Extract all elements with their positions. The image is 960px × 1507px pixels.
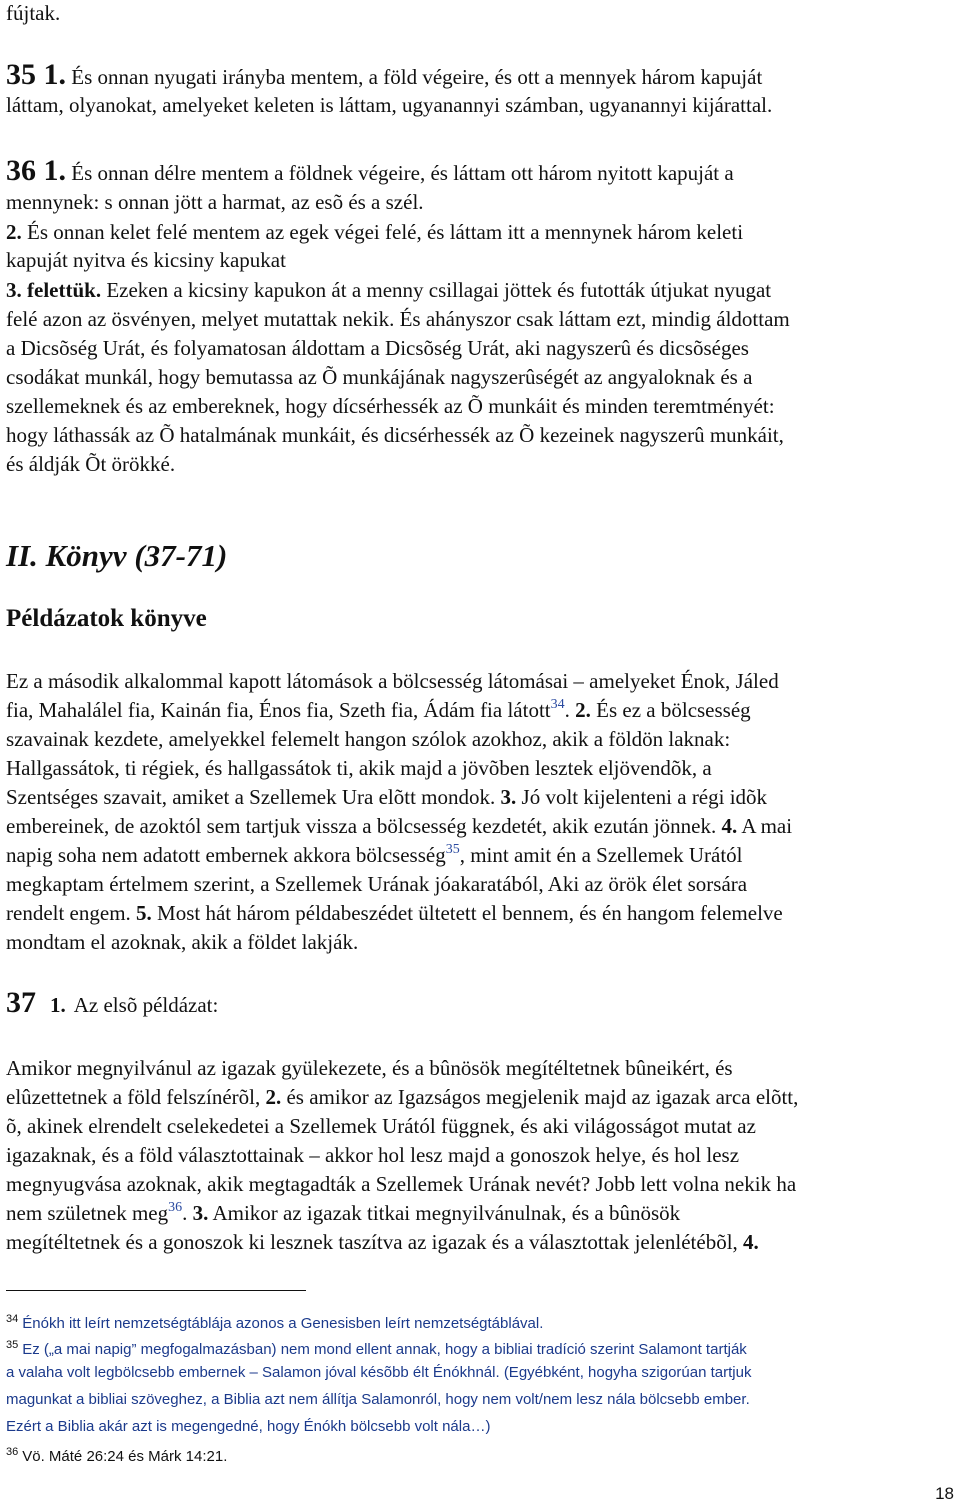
text-line <box>6 697 751 723</box>
text-line: láttam, olyanokat, amelyeket keleten is láttam, ugyanannyi számban, ugyanannyi kijárattal. <box>6 93 773 117</box>
verse-number: 2. <box>265 1085 282 1109</box>
text-span: És ez a bölcsesség <box>590 698 751 722</box>
text-span: fia, Mahalálel fia, Kainán fia, Énos fia, Szeth fia, Ádám fia látott <box>6 698 551 722</box>
text-line <box>6 1084 798 1110</box>
text-span: embereinek, de azoktól sem tartjuk vissza a bölcsesség kezdetét, akik ezután jönnek. <box>6 814 722 838</box>
text-span: . <box>182 1201 193 1225</box>
footnote-ref[interactable]: 35 <box>445 842 460 857</box>
text-line: megkaptam értelmem szerint, a Szellemek Urának jóakaratából, Aki az örök élet sorsára <box>6 872 748 896</box>
text-line <box>6 813 792 839</box>
text-line: mennynek: s onnan jött a harmat, az esõ és a szél. <box>6 190 424 214</box>
footnote-text: Énókh itt leírt nemzetségtáblája azonos a Genesisben leírt nemzetségtáblával. <box>22 1315 544 1332</box>
verse-number: 5. <box>136 901 152 925</box>
footnote-text: Vö. Máté 26:24 és Márk 14:21. <box>22 1448 228 1465</box>
text-line: Amikor megnyilvánul az igazak gyülekezete, és a bûnösök megítéltetnek bûneikért, és <box>6 1056 733 1080</box>
chapter-number: 37 <box>6 986 36 1019</box>
footnote <box>6 1336 747 1359</box>
text-span: És onnan kelet felé mentem az egek végei felé, és láttam itt a mennynek három keleti <box>21 220 744 244</box>
footnote-separator <box>6 1290 306 1291</box>
verse-number: 3. <box>192 1201 209 1225</box>
footnote <box>6 1310 543 1333</box>
text-span: És onnan délre mentem a földnek végeire, és láttam ott három nyitott kapuját a <box>66 161 734 185</box>
text-line: igazaknak, és a föld választottainak – akkor hol lesz majd a gonoszok helye, és hol lesz <box>6 1143 740 1167</box>
verse-number: 2. <box>575 698 591 722</box>
footnote-line: Ezért a Biblia akár azt is megengedné, hogy Énókh bölcsebb volt nála…) <box>6 1418 491 1435</box>
text-span: napig soha nem adatott embernek akkora bölcsesség <box>6 843 446 867</box>
text-line <box>6 784 767 810</box>
footnote-number: 34 <box>6 1313 19 1325</box>
text-line: hogy láthassák az Õ hatalmának munkáit, és dicsérhessék az Õ kezeinek nagyszerû munkáit, <box>6 423 784 447</box>
book-title: II. Könyv (37-71) <box>6 538 228 573</box>
text-line: szavainak kezdete, amelyekkel felemelt hangon szólok azokhoz, akik a földön laknak: <box>6 727 731 751</box>
text-span: . <box>564 698 576 722</box>
verse-number: 2. <box>6 220 22 244</box>
text-line <box>6 58 763 91</box>
verse-number: 1. <box>50 993 66 1017</box>
footnote-line: a valaha volt legbölcsebb embernek – Salamon jóval késõbb élt Énókhnál. (Egyébként, hogyha szigorúan tartjuk <box>6 1364 752 1381</box>
verse-number: 36 1. <box>6 154 66 187</box>
text-line <box>6 219 743 245</box>
footnote-number: 36 <box>6 1446 19 1458</box>
text-line: Ez a második alkalommal kapott látomások a bölcsesség látomásai – amelyeket Énok, Jáled <box>6 669 779 693</box>
text-span: elûzettetnek a föld felszínérõl, <box>6 1085 266 1109</box>
page-number: 18 <box>935 1484 954 1503</box>
footnote-number: 35 <box>6 1339 19 1351</box>
text-line <box>6 1200 680 1226</box>
text-span: , mint amit én a Szellemek Urától <box>459 843 743 867</box>
verse-number: 3. felettük. <box>6 278 102 302</box>
text-line: mondtam el azoknak, akik a földet lakják. <box>6 930 359 954</box>
verse-number: 35 1. <box>6 58 66 91</box>
text-line: a Dicsõség Urát, és folyamatosan áldottam a Dicsõség Urát, aki nagyszerû és dicsõséges <box>6 336 749 360</box>
text-span: nem születnek meg <box>6 1201 169 1225</box>
text-line <box>6 842 743 868</box>
text-span: Most hát három példabeszédet ültetett el bennem, és én hangom felemelve <box>151 901 783 925</box>
footnote-text: Ez („a mai napig” megfogalmazásban) nem mond ellent annak, hogy a bibliai tradíció szerint Salamont tartják <box>22 1341 747 1358</box>
text-line <box>6 154 734 187</box>
text-line <box>6 277 771 303</box>
chapter-heading <box>6 986 219 1019</box>
text-span: rendelt engem. <box>6 901 137 925</box>
text-span: megítéltetnek és a gonoszok ki lesznek taszítva az igazak és a választottak jelenlétébõl, <box>6 1230 744 1254</box>
text-span: és amikor az Igazságos megjelenik majd az igazak arca elõtt, <box>281 1085 799 1109</box>
text-line <box>6 1229 759 1255</box>
text-line: szellemeknek és az embereknek, hogy dícsérhessék az Õ munkáit és minden teremtményét: <box>6 394 775 418</box>
footnote <box>6 1443 227 1466</box>
footnote-ref[interactable]: 36 <box>168 1200 183 1215</box>
text-line: felé azon az ösvényen, melyet mutattak nekik. És ahányszor csak láttam ezt, mindig áldottam <box>6 307 790 331</box>
text-span: És onnan nyugati irányba mentem, a föld végeire, és ott a mennyek három kapuját <box>66 65 763 89</box>
footnote-ref[interactable]: 34 <box>550 697 565 712</box>
verse-number: 3. <box>500 785 517 809</box>
verse-number: 4. <box>721 814 738 838</box>
footnote-line: magunkat a bibliai szöveghez, a Biblia azt nem állítja Salamonról, hogy nem volt/nem lesz nála bölcsebb ember. <box>6 1391 750 1408</box>
text-line: megnyugvása azoknak, akik megtagadták a Szellemek Urának nevét? Jobb lett volna nekik ha <box>6 1172 797 1196</box>
chapter-subtitle: Az elsõ példázat: <box>73 993 219 1017</box>
section-title: Példázatok könyve <box>6 605 207 632</box>
text-line: kapuját nyitva és kicsiny kapukat <box>6 248 286 272</box>
text-line: Hallgassátok, ti régiek, és hallgassátok ti, akik majd a jövõben lesztek eljövendõk, a <box>6 756 712 780</box>
text-line: és áldják Õt örökké. <box>6 452 176 476</box>
text-span: A mai <box>737 814 793 838</box>
text-line: csodákat munkál, hogy bemutassa az Õ munkájának nagyszerûségét az angyaloknak és a <box>6 365 753 389</box>
text-line <box>6 900 783 926</box>
text-span: Ezeken a kicsiny kapukon át a menny csillagai jöttek és futották útjukat nyugat <box>101 278 772 302</box>
verse-number: 4. <box>743 1230 759 1254</box>
text-line: õ, akinek elrendelt cselekedetei a Szellemek Urától függnek, és aki világosságot mutat az <box>6 1114 756 1138</box>
text-span: Jó volt kijelenteni a régi idõk <box>516 785 768 809</box>
text-line: fújtak. <box>6 1 61 25</box>
text-span: Szentséges szavait, amiket a Szellemek Ura elõtt mondok. <box>6 785 501 809</box>
text-span: Amikor az igazak titkai megnyilvánulnak, és a bûnösök <box>208 1201 681 1225</box>
